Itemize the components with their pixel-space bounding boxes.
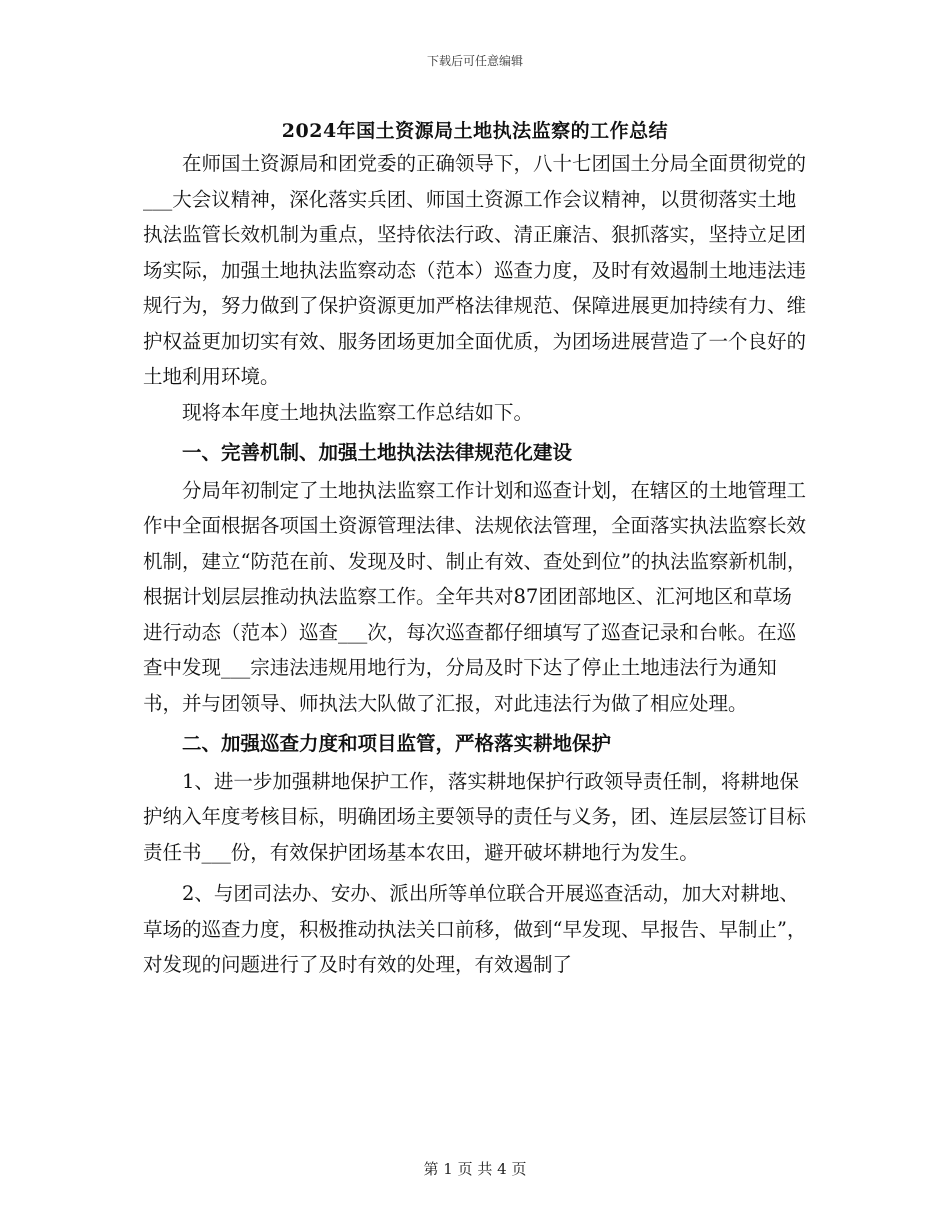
paragraph-section-1: 分局年初制定了土地执法监察工作计划和巡查计划，在辖区的土地管理工作中全面根据各项国土资源管理法律、法规依法管理，全面落实执法监察长效机制，建立“防范在前、发现及时、制止有效、查处到位”的执法监察新机制，根据计划层层推动执法监察工作。全年共对87团团部地区、汇河地区和草场进行动态（范本）巡查___次，每次巡查都仔细填写了巡查记录和台帐。在巡查中发现___宗违法违规用地行为，分局及时下达了停止土地违法行为通知书，并与团领导、师执法大队做了汇报，对此违法行为做了相应处理。 [143, 478, 807, 715]
paragraph-intro: 在师国土资源局和团党委的正确领导下，八十七团国土分局全面贯彻党的___大会议精神，深化落实兵团、师国土资源工作会议精神，以贯彻落实土地执法监管长效机制为重点，坚持依法行政、清正廉洁、狠抓落实，坚持立足团场实际，加强土地执法监察动态（范本）巡查力度，及时有效遏制土地违法违规行为，努力做到了保护资源更加严格法律规范、保障进展更加持续有力、维护权益更加切实有效、服务团场更加全面优质，为团场进展营造了一个良好的土地利用环境。 [143, 152, 807, 388]
document-body [143, 146, 808, 983]
paragraph-item-1: 1、进一步加强耕地保护工作，落实耕地保护行政领导责任制，将耕地保护纳入年度考核目标，明确团场主要领导的责任与义务，团、连层层签订目标责任书___份，有效保护团场基本农田，避开破坏耕地行为发生。 [143, 769, 807, 864]
page-footer: 第 1 页 共 4 页 [423, 1160, 527, 1178]
paragraph-item-2: 2、与团司法办、安办、派出所等单位联合开展巡查活动，加大对耕地、草场的巡查力度，积极推动执法关口前移，做到“早发现、早报告、早制止”，对发现的问题进行了及时有效的处理，有效遏制了 [143, 882, 807, 976]
page-header: 下载后可任意编辑 [426, 54, 523, 68]
section-heading-1: 一、完善机制、加强土地执法法律规范化建设 [182, 441, 573, 464]
section-heading-2: 二、加强巡查力度和项目监管，严格落实耕地保护 [182, 732, 612, 755]
document-title: 2024年国土资源局土地执法监察的工作总结 [281, 120, 669, 142]
paragraph-summary-lead: 现将本年度土地执法监察工作总结如下。 [182, 400, 534, 424]
